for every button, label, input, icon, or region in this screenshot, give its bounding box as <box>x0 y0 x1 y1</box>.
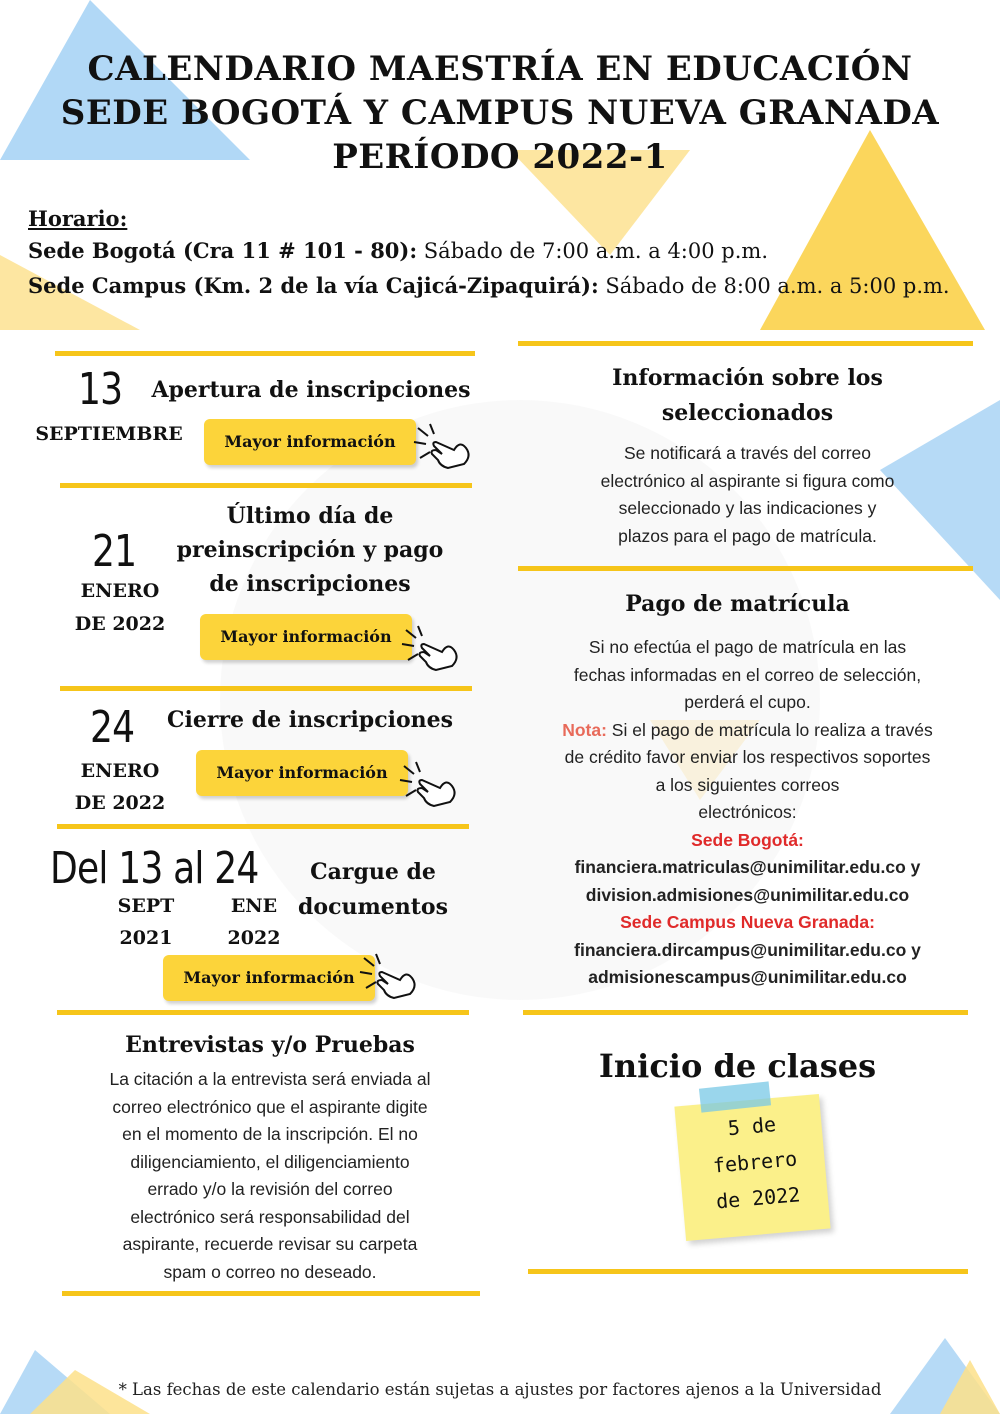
divider <box>57 824 469 829</box>
event-month: SEPTIEMBRE <box>35 423 183 445</box>
sticky-note-text: 5 de febrero de 2022 <box>711 1112 802 1214</box>
matricula-title: Pago de matrícula <box>625 591 850 617</box>
event-title-line-2: documentos <box>298 894 448 920</box>
event-title-line-3: de inscripciones <box>209 571 411 597</box>
title-line-2: SEDE BOGOTÁ Y CAMPUS NUEVA GRANADA <box>60 93 940 133</box>
mayor-informacion-button[interactable]: Mayor información <box>200 614 412 660</box>
event-title-line-2: preinscripción y pago <box>176 537 444 563</box>
divider <box>57 1010 469 1015</box>
page-title <box>0 47 1000 179</box>
hand-pointer-icon <box>400 622 462 674</box>
event-month-end: ENE <box>230 895 278 917</box>
divider <box>60 686 472 691</box>
event-title: Apertura de inscripciones <box>151 377 471 403</box>
event-month: ENERO <box>80 580 160 602</box>
hand-pointer-icon <box>412 420 474 472</box>
divider <box>523 1010 968 1015</box>
sede-campus-label: Sede Campus Nueva Granada: <box>620 912 875 932</box>
nota-label: Nota: <box>562 719 607 740</box>
event-title-line-1: Último día de <box>226 503 394 529</box>
event-day: 13 <box>78 364 123 415</box>
event-year-end: 2022 <box>227 927 281 949</box>
event-month: ENERO <box>80 760 160 782</box>
mayor-informacion-button[interactable]: Mayor información <box>196 750 408 796</box>
divider <box>518 341 973 346</box>
mayor-informacion-button[interactable]: Mayor información <box>163 955 375 1001</box>
footer-note: * Las fechas de este calendario están sujetas a ajustes por factores ajenos a la Universidad <box>118 1380 882 1399</box>
email-bogota-2[interactable]: division.admisiones@unimilitar.edu.co <box>585 884 910 905</box>
event-year-start: 2021 <box>119 927 173 949</box>
title-line-3: PERÍODO 2022-1 <box>332 137 668 177</box>
event-title: Cierre de inscripciones <box>166 707 453 733</box>
event-year: DE 2022 <box>74 792 166 814</box>
entrevistas-title: Entrevistas y/o Pruebas <box>125 1032 415 1058</box>
divider <box>528 1269 968 1274</box>
mayor-informacion-button[interactable]: Mayor información <box>204 419 416 465</box>
email-campus-1[interactable]: financiera.dircampus@unimilitar.edu.co y <box>574 939 921 960</box>
matricula-text: Si no efectúa el pago de matrícula en las fechas informadas en el correo de selección, perderá el cupo. Nota: Si el pago de matrícula lo realiza a través de crédito favor enviar los respectivos soportes a los siguientes correos electrónicos: Sede Bogotá: financiera.matriculas@unimilitar.edu.co y division.admisiones@unimilitar.edu.co Sede Campus Nueva Granada: financiera.dircampus@unimilitar.edu.co y admisionescampus@unimilitar.edu.co <box>520 634 975 992</box>
title-line-1: CALENDARIO MAESTRÍA EN EDUCACIÓN <box>87 49 913 89</box>
event-date-range: Del 13 al 24 <box>50 843 259 894</box>
entrevistas-text: La citación a la entrevista será enviada al correo electrónico que el aspirante digite en el momento de la inscripción. El no diligenciamiento, el diligenciamiento errado y/o la revisión del correo electrónico será responsabilidad del aspirante, recuerde revisar su carpeta spam o correo no deseado. <box>109 1069 431 1282</box>
inicio-title: Inicio de clases <box>598 1047 877 1085</box>
event-day: 24 <box>90 702 135 753</box>
event-title-line-1: Cargue de <box>310 859 436 885</box>
horario-campus: Sede Campus (Km. 2 de la vía Cajicá-Zipaquirá): Sábado de 8:00 a.m. a 5:00 p.m. <box>28 273 950 298</box>
hand-pointer-icon <box>398 758 460 810</box>
email-campus-2[interactable]: admisionescampus@unimilitar.edu.co <box>588 967 907 987</box>
divider <box>518 566 973 571</box>
horario-label: Horario: <box>28 206 128 231</box>
divider <box>55 351 475 356</box>
event-day: 21 <box>92 526 137 577</box>
seleccionados-title-line-2: seleccionados <box>661 400 834 426</box>
horario-bogota: Sede Bogotá (Cra 11 # 101 - 80): Sábado de 7:00 a.m. a 4:00 p.m. <box>28 238 768 263</box>
hand-pointer-icon <box>358 950 420 1002</box>
email-bogota-1[interactable]: financiera.matriculas@unimilitar.edu.co y <box>574 857 921 877</box>
divider <box>60 483 472 488</box>
divider <box>62 1291 480 1296</box>
seleccionados-title-line-1: Información sobre los <box>612 365 883 391</box>
seleccionados-text: Se notificará a través del correo electrónico al aspirante si figura como seleccionado y las indicaciones y plazos para el pago de matrícula. <box>600 443 895 546</box>
event-month-start: SEPT <box>117 895 175 917</box>
event-year: DE 2022 <box>74 613 166 635</box>
sede-bogota-label: Sede Bogotá: <box>691 829 804 850</box>
